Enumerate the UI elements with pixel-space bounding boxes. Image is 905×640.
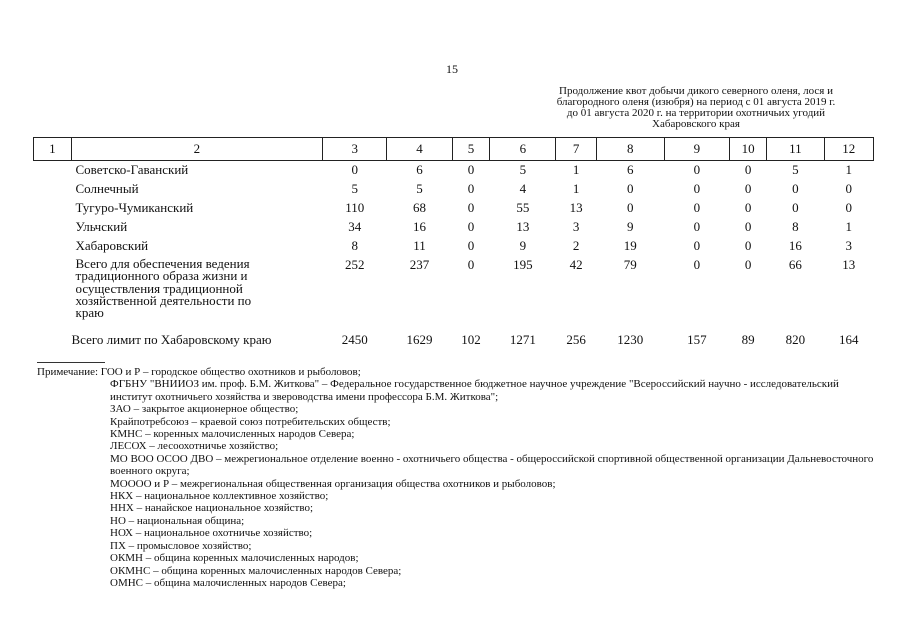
cell-value: 0 bbox=[626, 181, 634, 196]
cell-value: 8 bbox=[792, 219, 799, 234]
cell-value: 5 bbox=[519, 162, 527, 177]
cell-value: 0 bbox=[693, 238, 701, 253]
district-name: Хабаровский bbox=[75, 238, 149, 253]
total-value: 2450 bbox=[341, 332, 368, 347]
column-header: 1 bbox=[34, 138, 72, 161]
cell-value: 0 bbox=[792, 200, 799, 215]
note-item: ОКМН – община коренных малочисленных народов; bbox=[110, 552, 359, 565]
cell-value: 19 bbox=[623, 238, 637, 253]
cell-value: 42 bbox=[569, 257, 583, 272]
column-header: 7 bbox=[556, 138, 596, 161]
table-row bbox=[34, 218, 874, 237]
cell-value: 0 bbox=[693, 219, 701, 234]
note-item: МОООО и Р – межрегиональная общественная организация общества охотников и рыболовов; bbox=[110, 477, 556, 490]
cell-value: 0 bbox=[744, 257, 752, 272]
cell-value: 3 bbox=[572, 219, 580, 234]
cell-value: 16 bbox=[412, 219, 426, 234]
cell-value: 1 bbox=[572, 162, 580, 177]
page-number: 15 bbox=[446, 62, 458, 76]
subtotal-name-line: Всего для обеспечения ведения bbox=[75, 256, 250, 271]
subtotal-name bbox=[34, 256, 323, 322]
subtotal-row bbox=[34, 256, 874, 322]
note-item: ФГБНУ "ВНИИОЗ им. проф. Б.М. Житкова" – Федеральное государственное бюджетное научное учреждение "Всероссийский научно - исследовательский институт охотничьего хозяйства и звероводства имени профессора Б.М. Житкова"; bbox=[110, 378, 839, 403]
note-first-line bbox=[37, 366, 877, 378]
cell-value: 79 bbox=[623, 257, 637, 272]
cell-value: 0 bbox=[626, 200, 634, 215]
note-item: ЗАО – закрытое акционерное общество; bbox=[110, 403, 299, 416]
cell-value: 0 bbox=[693, 200, 701, 215]
column-header: 4 bbox=[387, 138, 452, 161]
cell-value: 8 bbox=[351, 238, 358, 253]
cell-value: 0 bbox=[351, 162, 358, 177]
total-name: Всего лимит по Хабаровскому краю bbox=[71, 332, 272, 347]
note-item: ГОО и Р – городское общество охотников и рыболовов; bbox=[100, 366, 361, 378]
column-header: 3 bbox=[323, 138, 387, 161]
district-name: Солнечный bbox=[75, 181, 139, 196]
caption-line: Хабаровского края bbox=[652, 118, 740, 130]
total-value: 102 bbox=[461, 332, 481, 347]
total-value: 1230 bbox=[617, 332, 644, 347]
total-value: 256 bbox=[566, 332, 586, 347]
note-item: НОХ – национальное охотничье хозяйство; bbox=[110, 527, 313, 540]
header-row bbox=[34, 138, 874, 161]
cell-value: 13 bbox=[842, 257, 856, 272]
cell-value: 0 bbox=[744, 238, 752, 253]
cell-value: 16 bbox=[788, 238, 802, 253]
column-header: 8 bbox=[596, 138, 664, 161]
cell-value: 5 bbox=[792, 162, 799, 177]
cell-value: 0 bbox=[744, 219, 752, 234]
subtotal-name-line: хозяйственной деятельности по bbox=[75, 292, 252, 308]
note-item: ОМНС – община малочисленных народов Севера; bbox=[110, 576, 346, 589]
cell-value: 0 bbox=[693, 181, 701, 196]
cell-value: 1 bbox=[845, 162, 853, 177]
cell-value: 0 bbox=[467, 200, 475, 215]
column-header: 2 bbox=[71, 138, 322, 161]
cell-value: 0 bbox=[744, 162, 752, 177]
cell-value: 13 bbox=[516, 219, 530, 234]
cell-value: 5 bbox=[416, 181, 423, 196]
note-item: НО – национальная община; bbox=[110, 514, 245, 527]
cell-value: 0 bbox=[467, 238, 475, 253]
cell-value: 34 bbox=[348, 219, 362, 234]
note-item: ННХ – нанайское национальное хозяйство; bbox=[110, 502, 313, 515]
cell-value: 6 bbox=[416, 162, 423, 177]
notes-section bbox=[37, 366, 877, 589]
cell-value: 5 bbox=[351, 181, 358, 196]
subtotal-name-line: осуществления традиционной bbox=[75, 280, 243, 296]
table-row bbox=[34, 180, 874, 199]
column-header: 6 bbox=[490, 138, 556, 161]
total-value: 164 bbox=[839, 332, 859, 347]
cell-value: 66 bbox=[788, 257, 802, 272]
table-row bbox=[34, 237, 874, 256]
cell-value: 55 bbox=[516, 200, 530, 215]
cell-value: 110 bbox=[345, 200, 365, 215]
caption-line: до 01 августа 2020 г. на территории охотничьих угодий bbox=[566, 107, 826, 119]
total-value: 820 bbox=[785, 332, 806, 347]
note-item: НКХ – национальное коллективное хозяйство; bbox=[110, 490, 329, 503]
cell-value: 0 bbox=[744, 200, 752, 215]
cell-value: 4 bbox=[519, 181, 527, 196]
cell-value: 0 bbox=[467, 257, 475, 272]
cell-value: 11 bbox=[413, 238, 426, 253]
note-item: Крайпотребсоюз – краевой союз потребительских обществ; bbox=[110, 415, 391, 428]
column-header: 10 bbox=[730, 138, 767, 161]
district-name: Советско-Гаванский bbox=[75, 162, 189, 177]
total-value: 157 bbox=[687, 332, 707, 347]
caption-line: Продолжение квот добычи дикого северного оленя, лося и bbox=[559, 85, 833, 97]
note-item: ПХ – промысловое хозяйство; bbox=[110, 539, 252, 552]
table-caption bbox=[520, 86, 872, 130]
cell-value: 195 bbox=[513, 257, 533, 272]
district-name: Тугуро-Чумиканский bbox=[75, 200, 194, 215]
cell-value: 1 bbox=[572, 181, 580, 196]
cell-value: 0 bbox=[744, 181, 752, 196]
column-header: 11 bbox=[767, 138, 824, 161]
subtotal-name-line: краю bbox=[75, 305, 104, 321]
cell-value: 0 bbox=[845, 181, 853, 196]
total-value: 1629 bbox=[406, 332, 433, 347]
cell-value: 0 bbox=[693, 162, 701, 177]
quota-table bbox=[33, 137, 874, 351]
note-item: МО ВОО ОСОО ДВО – межрегиональное отделение военно - охотничьего общества - общероссийской спортивной общественной организации Дальневосточного военного округа; bbox=[110, 452, 874, 478]
cell-value: 0 bbox=[467, 162, 475, 177]
cell-value: 0 bbox=[467, 181, 475, 196]
subtotal-name-line: традиционного образа жизни и bbox=[75, 268, 248, 284]
column-header: 9 bbox=[664, 138, 729, 161]
district-name: Ульчский bbox=[75, 219, 128, 234]
note-item: ОКМНС – община коренных малочисленных народов Севера; bbox=[110, 564, 402, 577]
cell-value: 2 bbox=[572, 238, 580, 253]
note-item: КМНС – коренных малочисленных народов Севера; bbox=[110, 428, 355, 441]
cell-value: 3 bbox=[845, 238, 853, 253]
column-header: 5 bbox=[452, 138, 490, 161]
table-row bbox=[34, 161, 874, 181]
total-row bbox=[34, 322, 874, 351]
table-row bbox=[34, 199, 874, 218]
cell-value: 6 bbox=[626, 162, 634, 177]
cell-value: 0 bbox=[845, 200, 853, 215]
cell-value: 252 bbox=[344, 257, 365, 272]
cell-value: 0 bbox=[467, 219, 475, 234]
footnote-divider bbox=[37, 362, 105, 363]
cell-value: 9 bbox=[519, 238, 527, 253]
column-header: 12 bbox=[824, 138, 873, 161]
cell-value: 237 bbox=[409, 257, 430, 272]
caption-line: благородного оленя (изюбря) на период с 01 августа 2019 г. bbox=[556, 96, 836, 108]
cell-value: 9 bbox=[626, 219, 634, 234]
cell-value: 0 bbox=[792, 181, 799, 196]
total-value: 89 bbox=[741, 332, 755, 347]
cell-value: 13 bbox=[569, 200, 583, 215]
total-value: 1271 bbox=[509, 332, 536, 347]
cell-value: 1 bbox=[845, 219, 853, 234]
note-item: ЛЕСОХ – лесоохотничье хозяйство; bbox=[110, 440, 279, 453]
notes-label: Примечание: bbox=[37, 366, 99, 378]
cell-value: 68 bbox=[412, 200, 426, 215]
cell-value: 0 bbox=[693, 257, 701, 272]
